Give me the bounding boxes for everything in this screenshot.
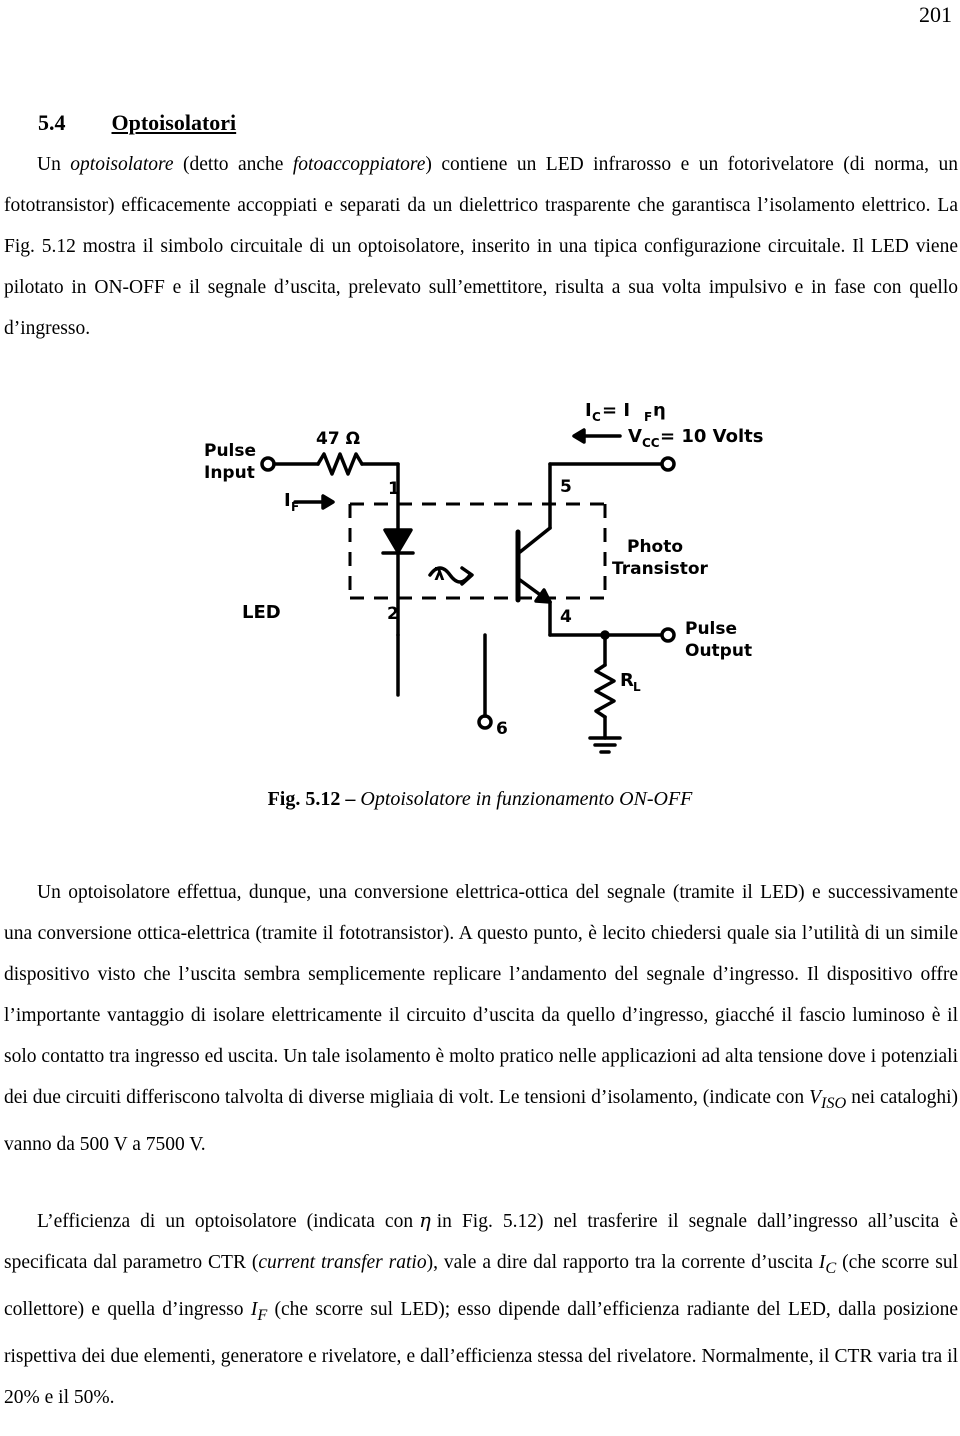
eta-label: η <box>653 400 666 421</box>
package-outline <box>350 504 605 598</box>
light-arrow <box>462 568 472 584</box>
lambda-label: λ <box>434 565 445 585</box>
text-run: L’efficienza di un optoisolatore (indicata con <box>37 1211 414 1232</box>
pulse-input-label-1: Pulse <box>204 441 257 461</box>
text-run: ), vale a dire dal rapporto tra la corrente d’uscita <box>426 1252 819 1273</box>
figure-caption <box>0 788 960 811</box>
pin5-label: 5 <box>560 477 572 497</box>
symbol-ic: I <box>818 1252 826 1273</box>
text-run: in Fig. 5.12) nel trasferire il segnale dall’ingresso all’uscita è specificata dal parametro CTR ( <box>4 1211 958 1273</box>
eta-symbol: η <box>419 1209 431 1232</box>
symbol-v-subscript: ISO <box>821 1093 847 1112</box>
symbol-ic-subscript: C <box>825 1258 837 1277</box>
vcc-value-label: = 10 Volts <box>660 426 764 447</box>
transistor-label: Transistor <box>612 559 708 579</box>
text-run: nei cataloghi) vanno da 500 V a 7500 V. <box>4 1087 958 1155</box>
section-heading <box>38 110 236 136</box>
led-label: LED <box>242 602 281 623</box>
vcc-label: V <box>628 426 642 447</box>
rl-label: R <box>620 670 634 691</box>
optoisolator-circuit-diagram <box>180 390 820 770</box>
caption-text: Optoisolatore in funzionamento ON-OFF <box>360 788 693 810</box>
load-resistor-rl <box>596 665 614 717</box>
output-terminal <box>662 629 674 641</box>
if-label: I <box>284 490 291 511</box>
section-number: 5.4 <box>38 110 66 135</box>
page-number: 201 <box>919 2 952 27</box>
transistor-collector-leg <box>520 528 550 552</box>
vcc-terminal <box>662 458 674 470</box>
pin6-label: 6 <box>496 719 508 739</box>
pin2-label: 2 <box>387 604 399 624</box>
term-fotoaccoppiatore: fotoaccoppiatore <box>292 154 426 175</box>
term-optoisolatore: optoisolatore <box>70 154 174 175</box>
text-run: ) contiene un LED infrarosso e un fotorivelatore (di norma, un fototransistor) efficacemente accoppiati e separati da un dielettrico trasparente che garantisca l’isolamento elettrico. La Fig. 5.12 mostra il simbolo circuitale di un optoisolatore, inserito in una tipica configurazione circuitale. Il LED viene pilotato in ON-OFF e il segnale d’uscita, prelevato sull’emettitore, risulta a sua volta impulsivo e in fase con quello d’ingresso. <box>4 154 958 339</box>
ic-arrow-head <box>574 430 584 442</box>
ic-subscript: C <box>592 410 601 424</box>
section-title: Optoisolatori <box>111 110 237 135</box>
ic-if-subscript: F <box>644 410 653 424</box>
rl-subscript: L <box>633 680 641 694</box>
led-diode-symbol <box>385 530 411 552</box>
text-run: Un <box>37 154 71 175</box>
pulse-input-label-2: Input <box>204 463 255 483</box>
symbol-if-subscript: F <box>257 1305 268 1324</box>
if-subscript: F <box>291 500 300 514</box>
resistor-label: 47 Ω <box>316 429 361 449</box>
ic-label: I <box>585 400 592 421</box>
paragraph-efficiency <box>4 1200 958 1418</box>
text-run: (che scorre sul collettore) e quella d’ingresso <box>4 1252 958 1320</box>
symbol-if: I <box>250 1298 258 1320</box>
pin6-terminal <box>479 716 491 728</box>
photo-label: Photo <box>627 537 684 557</box>
pin4-label: 4 <box>560 607 572 627</box>
text-run: Un optoisolatore effettua, dunque, una conversione elettrica-ottica del segnale (tramite il LED) e successivamente una conversione ottica-elettrica (tramite il fototransistor). A questo punto, è lecito chiedersi quale sia l’utilità di un simile dispositivo visto che l’uscita sembra semplicemente replicare l’andamento del segnale d’ingresso. Il dispositivo offre l’importante vantaggio di isolare elettricamente il circuito d’uscita da quello d’ingresso, giacché il fascio luminoso è il solo contatto tra ingresso ed uscita. Un tale isolamento è molto pratico nelle applicazioni ad alta tensione dove i potenziali dei due circuiti differiscono talvolta di diverse migliaia di volt. Le tensioni d’isolamento, (indicate con <box>4 882 958 1108</box>
input-terminal <box>262 458 274 470</box>
pulse-output-label-2: Output <box>685 641 753 661</box>
vcc-subscript: CC <box>642 436 660 450</box>
if-arrow-head <box>323 496 333 508</box>
resistor-47-ohm <box>318 454 362 474</box>
paragraph-intro <box>4 144 958 349</box>
text-run: (che scorre sul LED); esso dipende dall’efficienza radiante del LED, dalla posizione rispettiva dei due elementi, generatore e rivelatore, e dall’efficienza stessa del rivelatore. Normalmente, il CTR varia tra il 20% e il 50%. <box>4 1298 958 1408</box>
ic-equals-label: = I <box>602 400 631 421</box>
circuit-figure <box>180 390 820 770</box>
text-run: (detto anche <box>173 154 293 175</box>
ctr-term: current transfer ratio <box>258 1252 427 1273</box>
pulse-output-label-1: Pulse <box>685 619 738 639</box>
pin1-label: 1 <box>388 479 400 499</box>
symbol-v: V <box>809 1087 821 1108</box>
caption-number: Fig. 5.12 – <box>267 788 356 810</box>
paragraph-isolation <box>4 872 958 1165</box>
